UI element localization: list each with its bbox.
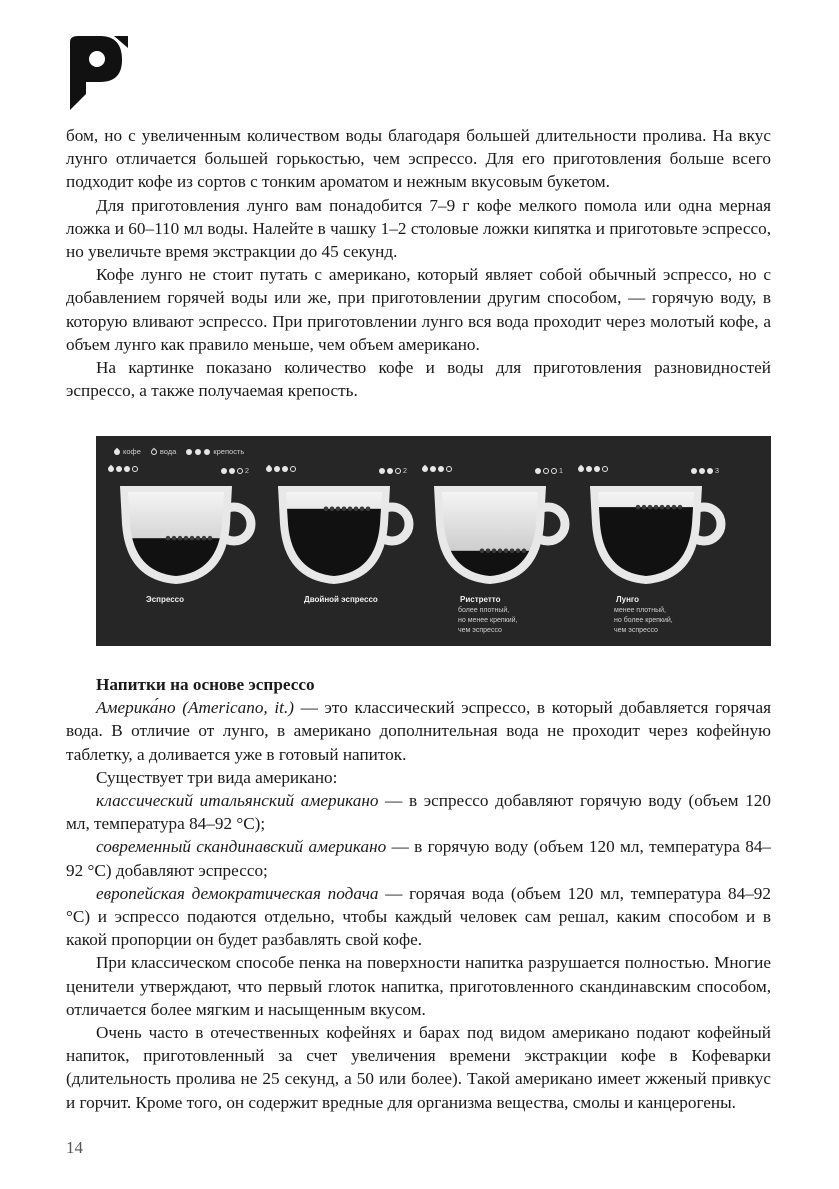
paragraph: Существует три вида американо: (96, 767, 338, 787)
paragraph: Очень часто в отечественных кофейнях и барах под видом американо подают кофейный напиток, приготовленный за счет увеличения времени экстракции кофе в Кофеварки (длительность пролива не 25 секунд, а 50 или более). Такой американо имеет жженый привкус и горчит. Кроме того, он содержит вредные для организма вещества, смолы и канцерогены. (66, 1023, 771, 1112)
strength-value: 1 (558, 466, 563, 475)
strength-dot-icon (691, 468, 697, 474)
paragraph: На картинке показано количество кофе и воды для приготовления разновидностей эспрессо, а также получаемая крепость. (66, 358, 771, 401)
definition: — горячая вода (объем 120 мл, температура 84–92 °C) и эспрессо подаются отдельно, чтобы каждый человек сам решал, каким способом и в какой пропорции он будет разбавлять свой кофе. (66, 883, 771, 950)
dot-icon (132, 466, 138, 472)
drop-icon (265, 465, 273, 473)
strength-value: 3 (714, 466, 719, 475)
dot-icon (602, 466, 608, 472)
strength-value: 2 (402, 466, 407, 475)
dot-icon (116, 466, 122, 472)
term: европейская демократическая подача (96, 883, 379, 903)
cup-4 (576, 466, 731, 641)
strength-dot-icon (707, 468, 713, 474)
legend-strength: крепость (213, 447, 245, 456)
description-line: чем эспрессо (458, 627, 502, 634)
strength-dot-icon (395, 468, 401, 474)
coffee-level (420, 551, 575, 594)
drop-icon (421, 465, 429, 473)
cup-icon (420, 484, 575, 594)
strength-dot-icon (699, 468, 705, 474)
strength-dot-icon (186, 449, 192, 455)
cup-1 (106, 466, 261, 641)
strength-dot-icon (535, 468, 541, 474)
term: классический итальянский американо (96, 791, 379, 811)
dot-icon (274, 466, 280, 472)
cup-label: Лунго (616, 595, 640, 604)
term: Америка́но (Americano, it.) (96, 698, 294, 718)
coffee-drop-icon (113, 447, 121, 455)
drop-icon (107, 465, 115, 473)
dot-icon (282, 466, 288, 472)
strength-dot-icon (221, 468, 227, 474)
ratio-icons (422, 466, 452, 472)
ratio-icons (108, 466, 138, 472)
paragraph: бом, но с увеличенным количеством воды благодаря большей длительности пролива. На вкус лунго отличается большей горькостью, чем эспрессо. Для его приготовления больше всего подходит кофе из сортов с тонким ароматом и нежным вкусовым букетом. (66, 126, 771, 192)
cup-3 (420, 466, 575, 641)
strength-dot-icon (543, 468, 549, 474)
paragraph: Для приготовления лунго вам понадобится 7–9 г кофе мелкого помола или одна мерная ложка и 60–110 мл воды. Налейте в чашку 1–2 столовые ложки кипятка и приготовьте эспрессо, но увеличьте время экстракции до 45 секунд. (66, 195, 771, 262)
strength-dot-icon (195, 449, 201, 455)
paragraph: При классическом способе пенка на поверхности напитка разрушается полностью. Многие ценители утверждают, что первый глоток напитка, приготовленного скандинавским способом, отличается более мягким и насыщенным вкусом. (66, 953, 771, 1019)
term: современный скандинавский американо (96, 837, 387, 857)
dot-icon (124, 466, 130, 472)
list-item (66, 835, 771, 881)
cup-label: Ристретто (460, 595, 501, 604)
ratio-icons (266, 466, 296, 472)
page-number: 14 (66, 1138, 83, 1157)
dot-icon (290, 466, 296, 472)
definition: — в горячую воду (объем 120 мл, температура 84–92 °C) добавляют эспрессо; (66, 837, 772, 880)
strength-indicator (535, 466, 563, 475)
definition: — это классический эспрессо, в который добавляется горячая вода. В отличие от лунго, в американо дополнительная вода не проходит через кофейную таблетку, а доливается уже в готовый напиток. (66, 698, 771, 764)
legend-coffee: кофе (123, 447, 141, 456)
strength-indicator (691, 466, 719, 475)
strength-dot-icon (204, 449, 210, 455)
figure-legend (114, 447, 244, 456)
cup-icon (576, 484, 731, 594)
description-line: чем эспрессо (614, 627, 658, 634)
description-line: менее плотный, (614, 607, 666, 614)
legend-water: вода (159, 447, 177, 456)
paragraph-americano (66, 696, 771, 766)
cup-label: Двойной эспрессо (304, 595, 378, 604)
dot-icon (430, 466, 436, 472)
description-line: но менее крепкий, (458, 617, 518, 624)
description-line: но более крепкий, (614, 617, 673, 624)
cup-icon (264, 484, 419, 594)
list-item (66, 789, 771, 835)
body-text-top (66, 124, 771, 402)
strength-dot-icon (237, 468, 243, 474)
cup-description (458, 606, 517, 636)
water-drop-icon (150, 447, 158, 455)
cup-label: Эспрессо (146, 595, 184, 604)
dot-icon (586, 466, 592, 472)
cup-2 (264, 466, 419, 641)
strength-dot-icon (551, 468, 557, 474)
publisher-logo-icon (66, 34, 130, 112)
definition: — в эспрессо добавляют горячую воду (объем 120 мл, температура 84–92 °C); (66, 791, 771, 834)
strength-value: 2 (244, 466, 249, 475)
ratio-icons (578, 466, 608, 472)
dot-icon (446, 466, 452, 472)
list-item (66, 882, 771, 952)
cup-icon (106, 484, 261, 594)
drop-icon (577, 465, 585, 473)
cup-description (614, 606, 673, 636)
strength-dot-icon (387, 468, 393, 474)
description-line: более плотный, (458, 607, 510, 614)
dot-icon (594, 466, 600, 472)
dot-icon (438, 466, 444, 472)
strength-indicator (221, 466, 249, 475)
strength-indicator (379, 466, 407, 475)
espresso-types-figure (96, 436, 771, 646)
body-text-bottom (66, 673, 771, 1114)
strength-dot-icon (379, 468, 385, 474)
strength-dot-icon (229, 468, 235, 474)
section-title: Напитки на основе эспрессо (96, 675, 315, 694)
paragraph: Кофе лунго не стоит путать с американо, который являет собой обычный эспрессо, но с добавлением горячей воды или же, при приготовлении другим способом, — горячую воду, в которую вливают эспрессо. При приготовлении лунго вся вода проходит через молотый кофе, а объем лунго как правило меньше, чем объем американо. (66, 265, 771, 354)
